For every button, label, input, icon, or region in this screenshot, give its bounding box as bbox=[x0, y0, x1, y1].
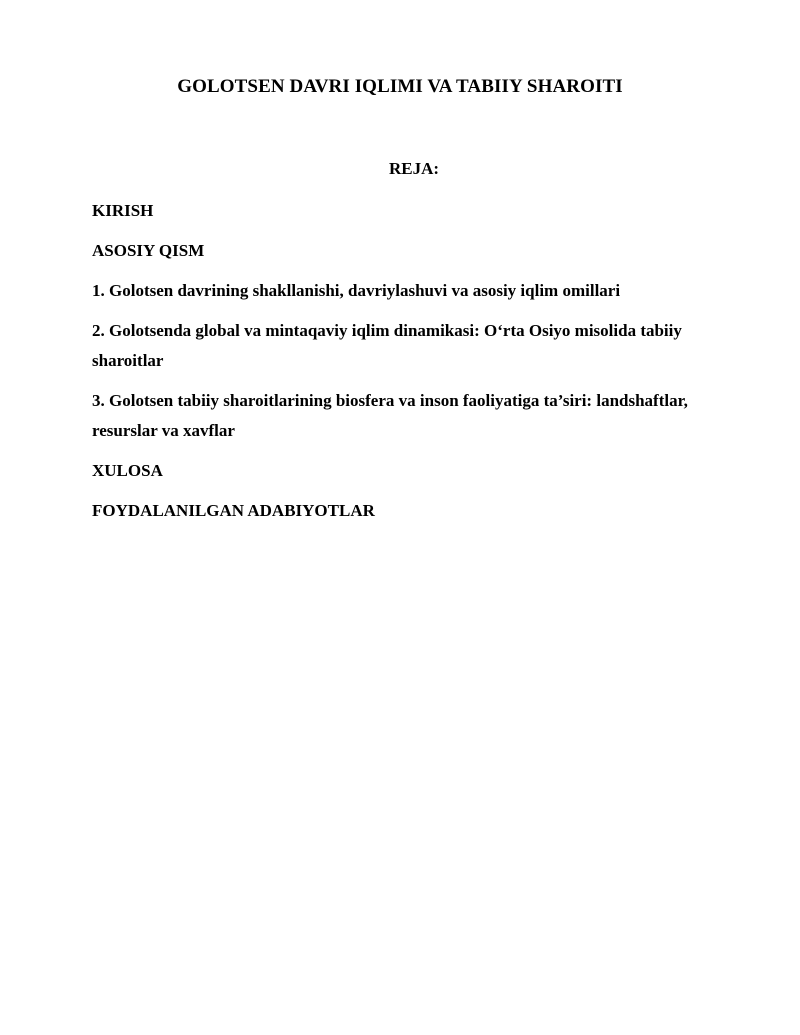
outline-item-section-3: 3. Golotsen tabiiy sharoitlarining biosfera va inson faoliyatiga ta’siri: landshaftlar, resurslar va xavflar bbox=[92, 391, 688, 440]
outline-item-introduction: KIRISH bbox=[92, 201, 154, 220]
plan-outline bbox=[92, 196, 732, 536]
outline-item-conclusion: XULOSA bbox=[92, 461, 163, 480]
outline-item-main-part: ASOSIY QISM bbox=[92, 241, 205, 260]
outline-item-section-1: 1. Golotsen davrining shakllanishi, davriylashuvi va asosiy iqlim omillari bbox=[92, 281, 621, 300]
plan-heading: REJA: bbox=[388, 159, 440, 178]
document-title: GOLOTSEN DAVRI IQLIMI VA TABIIY SHAROITI bbox=[177, 76, 623, 97]
outline-item-references: FOYDALANILGAN ADABIYOTLAR bbox=[92, 501, 375, 520]
outline-item-section-2: 2. Golotsenda global va mintaqaviy iqlim dinamikasi: O‘rta Osiyo misolida tabiiy sharoitlar bbox=[92, 321, 682, 370]
